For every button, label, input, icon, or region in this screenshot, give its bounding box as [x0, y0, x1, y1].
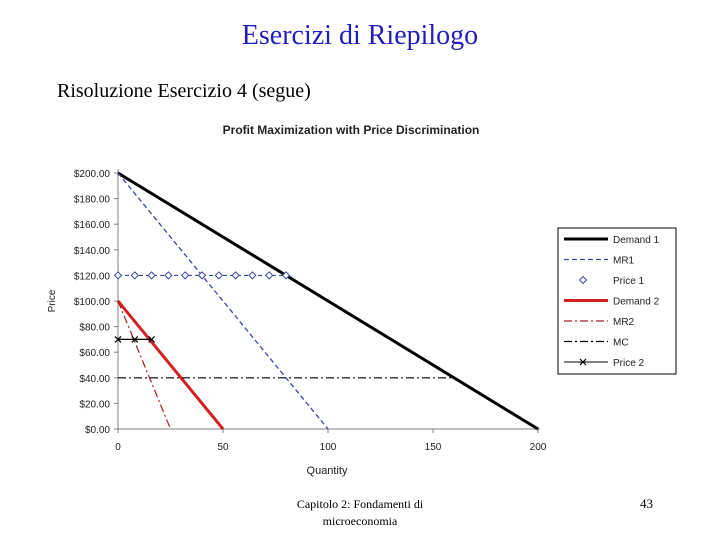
chart-title: Profit Maximization with Price Discrimination [222, 123, 480, 137]
series-price-1-point [148, 272, 155, 279]
series-demand-1-line [118, 173, 538, 429]
y-axis-label: Price [47, 289, 58, 313]
legend-label-price-2: Price 2 [613, 358, 645, 369]
footer-line-1: Capitolo 2: Fondamenti di [296, 497, 424, 511]
series-price-1-point [266, 272, 273, 279]
legend-label-mc: MC [613, 337, 629, 349]
y-tick-label: $60.00 [79, 348, 110, 360]
y-tick-label: $40.00 [79, 373, 110, 385]
series-price-1-point [215, 272, 222, 279]
x-tick-label: 100 [319, 442, 337, 453]
series-price-1-point [165, 272, 172, 279]
series-price-1-point [131, 272, 138, 279]
series-price-1-point [249, 272, 256, 279]
legend-label-mr2: MR2 [613, 317, 635, 328]
y-tick-label: $120.00 [73, 271, 110, 283]
series-mr1-line [118, 173, 328, 429]
slide-title: Esercizi di Riepilogo [241, 20, 479, 51]
y-tick-label: $200.00 [73, 169, 110, 180]
x-tick-label: 0 [115, 442, 121, 453]
y-tick-label: $160.00 [73, 220, 110, 232]
y-tick-label: $80.00 [79, 322, 110, 334]
x-tick-label: 200 [529, 442, 547, 453]
y-tick-label: $100.00 [73, 297, 110, 308]
page-number: 43 [640, 496, 653, 511]
footer-line-2: microeconomia [322, 514, 398, 528]
y-tick-label: $140.00 [73, 245, 110, 257]
footer-chapter-text [280, 496, 440, 530]
x-axis-label: Quantity [306, 465, 348, 477]
legend-label-mr1: MR1 [613, 255, 635, 267]
legend-label-price-1: Price 1 [613, 276, 645, 287]
y-tick-label: $0.00 [84, 425, 110, 436]
series-price-1-point [115, 272, 122, 279]
series-price-1-point [232, 272, 239, 279]
legend-label-demand-1: Demand 1 [613, 235, 660, 246]
series-price-1-point [182, 272, 189, 279]
x-tick-label: 50 [217, 442, 229, 453]
y-tick-label: $20.00 [79, 399, 110, 411]
y-tick-label: $180.00 [73, 194, 110, 206]
series-demand-2-line [118, 301, 223, 429]
x-tick-label: 150 [424, 442, 442, 453]
series-mr2-line [118, 301, 171, 429]
legend-label-demand-2: Demand 2 [613, 296, 660, 308]
slide-subtitle: Risoluzione Esercizio 4 (segue) [57, 80, 311, 102]
